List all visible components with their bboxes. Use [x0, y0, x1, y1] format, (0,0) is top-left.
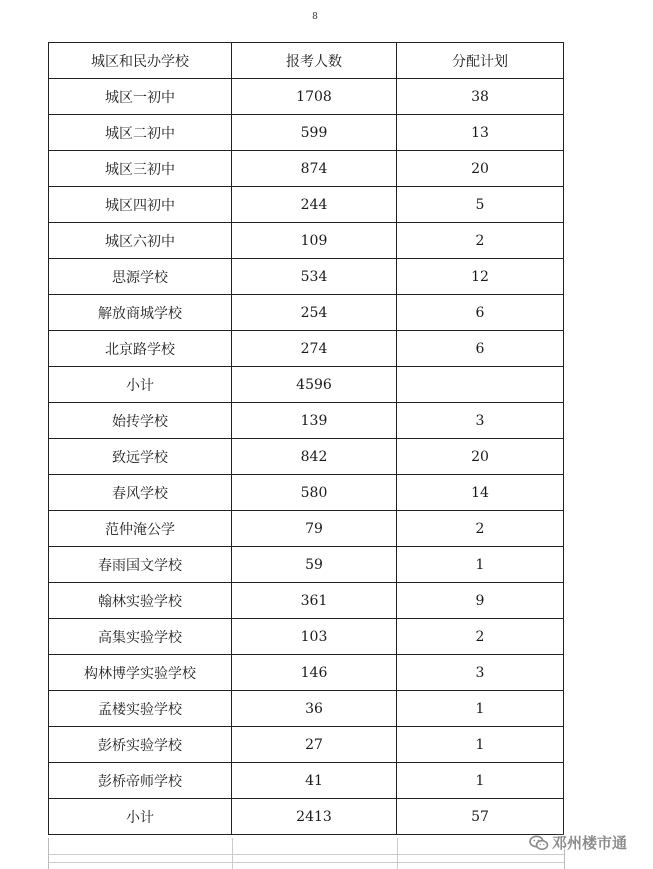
cell-quota: 6: [397, 331, 564, 367]
cell-applicants: 842: [232, 439, 397, 475]
cell-quota: 13: [397, 115, 564, 151]
cell-quota: 2: [397, 619, 564, 655]
cell-quota: 3: [397, 655, 564, 691]
table-row: [49, 259, 564, 295]
watermark-text: 邓州楼市通: [552, 834, 628, 852]
cell-applicants: 109: [232, 223, 397, 259]
table-row: [49, 727, 564, 763]
cell-applicants: 874: [232, 151, 397, 187]
table-row: [49, 583, 564, 619]
cell-applicants: 36: [232, 691, 397, 727]
cell-quota: 2: [397, 511, 564, 547]
cell-quota: 6: [397, 295, 564, 331]
cell-quota: 1: [397, 547, 564, 583]
table-row: [49, 151, 564, 187]
cell-applicants: 27: [232, 727, 397, 763]
cell-quota: 20: [397, 151, 564, 187]
cell-school: 城区二初中: [49, 115, 232, 151]
table-row: [49, 403, 564, 439]
table-row: [49, 475, 564, 511]
table-row: [49, 799, 564, 835]
cell-applicants: 599: [232, 115, 397, 151]
table-row: [49, 367, 564, 403]
cell-school: 北京路学校: [49, 331, 232, 367]
table-row: [49, 619, 564, 655]
cell-quota: 1: [397, 763, 564, 799]
cell-school: 彭桥帝师学校: [49, 763, 232, 799]
cell-quota: 9: [397, 583, 564, 619]
table-row: [49, 547, 564, 583]
cell-applicants: 1708: [232, 79, 397, 115]
cell-school: 春风学校: [49, 475, 232, 511]
cell-school: 小计: [49, 367, 232, 403]
table-header-row: [49, 43, 564, 79]
cell-school: 孟楼实验学校: [49, 691, 232, 727]
cell-school: 解放商城学校: [49, 295, 232, 331]
table-continuation: [48, 838, 565, 869]
cell-school: 城区六初中: [49, 223, 232, 259]
cell-quota: 2: [397, 223, 564, 259]
cell-school: 小计: [49, 799, 232, 835]
cell-school: 思源学校: [49, 259, 232, 295]
cell-applicants: 244: [232, 187, 397, 223]
header-school: 城区和民办学校: [49, 43, 232, 79]
cell-school: 彭桥实验学校: [49, 727, 232, 763]
table-row: [49, 511, 564, 547]
cell-quota: 20: [397, 439, 564, 475]
cell-school: 城区四初中: [49, 187, 232, 223]
cell-school: 翰林实验学校: [49, 583, 232, 619]
cell-applicants: 103: [232, 619, 397, 655]
cell-applicants: 4596: [232, 367, 397, 403]
cell-applicants: 146: [232, 655, 397, 691]
page-number: 8: [312, 12, 318, 22]
table-row: [49, 223, 564, 259]
cell-applicants: 274: [232, 331, 397, 367]
cell-school: 高集实验学校: [49, 619, 232, 655]
cell-school: 始抟学校: [49, 403, 232, 439]
wechat-icon: [529, 835, 549, 851]
cell-applicants: 79: [232, 511, 397, 547]
cell-quota: 57: [397, 799, 564, 835]
cell-applicants: 254: [232, 295, 397, 331]
cell-school: 致远学校: [49, 439, 232, 475]
cell-applicants: 361: [232, 583, 397, 619]
cell-quota: 14: [397, 475, 564, 511]
cell-quota: 12: [397, 259, 564, 295]
table-row: [49, 79, 564, 115]
cell-quota: 5: [397, 187, 564, 223]
cell-applicants: 534: [232, 259, 397, 295]
cell-applicants: 41: [232, 763, 397, 799]
cell-quota: 1: [397, 691, 564, 727]
table-row: [49, 691, 564, 727]
cell-school: 范仲淹公学: [49, 511, 232, 547]
cell-applicants: 580: [232, 475, 397, 511]
header-quota: 分配计划: [397, 43, 564, 79]
cell-quota: 1: [397, 727, 564, 763]
table-row: [49, 187, 564, 223]
cell-applicants: 2413: [232, 799, 397, 835]
table-row: [49, 115, 564, 151]
cell-applicants: 59: [232, 547, 397, 583]
table-row: [49, 439, 564, 475]
cell-quota: 3: [397, 403, 564, 439]
table-row: [49, 331, 564, 367]
cell-school: 城区一初中: [49, 79, 232, 115]
cell-applicants: 139: [232, 403, 397, 439]
allocation-table: [48, 42, 564, 835]
watermark: [529, 832, 627, 853]
table-row: [49, 763, 564, 799]
table-row: [49, 295, 564, 331]
cell-school: 城区三初中: [49, 151, 232, 187]
cell-quota: 38: [397, 79, 564, 115]
cell-quota: [397, 367, 564, 403]
cell-school: 春雨国文学校: [49, 547, 232, 583]
header-applicants: 报考人数: [232, 43, 397, 79]
table-row: [49, 655, 564, 691]
cell-school: 构林博学实验学校: [49, 655, 232, 691]
